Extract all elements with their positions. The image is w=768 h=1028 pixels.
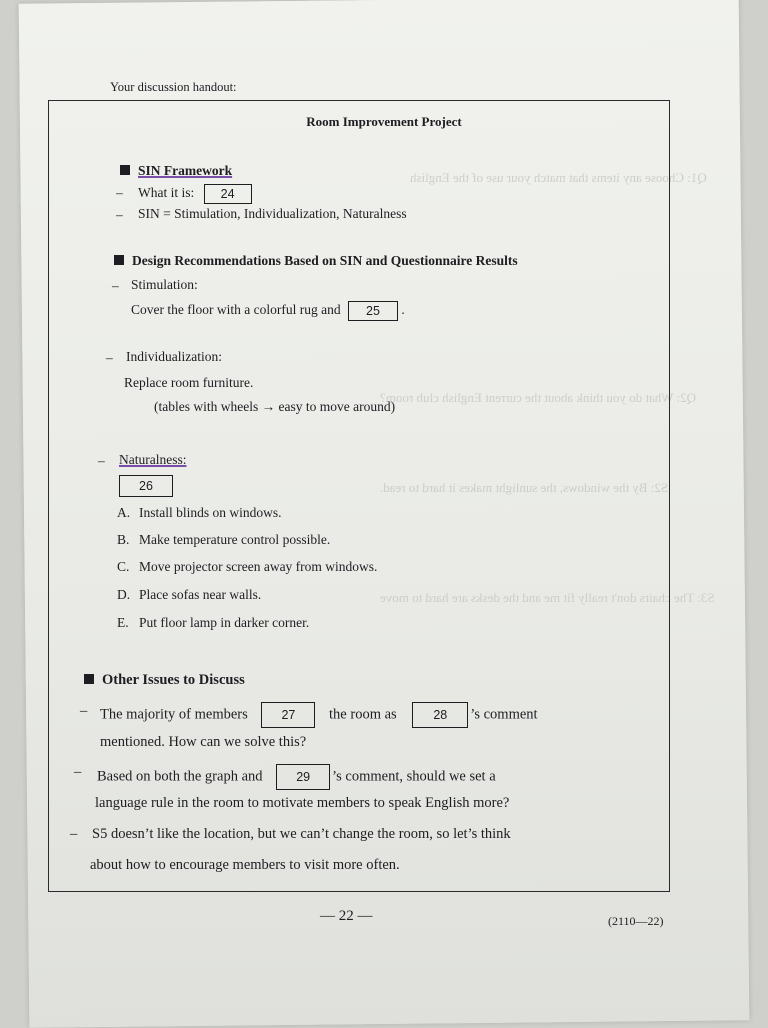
individualization-label: Individualization: <box>126 349 222 364</box>
individualization-note: (tables with wheels → easy to move around) <box>154 399 396 414</box>
option-item: B. Make temperature control possible. <box>117 532 331 547</box>
square-bullet-icon <box>114 255 124 265</box>
issue-3-line-1: S5 doesn’t like the location, but we can’t change the room, so let’s think <box>92 826 511 842</box>
sin-heading: SIN Framework <box>120 163 232 179</box>
sin-what-line: What it is: 24 <box>138 184 252 204</box>
individualization-text: Replace room furniture. <box>124 375 254 390</box>
dash-bullet: – <box>106 350 113 365</box>
option-item: E. Put floor lamp in darker corner. <box>117 615 310 630</box>
handout-label: Your discussion handout: <box>110 80 237 94</box>
dash-bullet: – <box>70 826 78 842</box>
dash-bullet: – <box>116 207 123 222</box>
answer-box-24: 24 <box>204 184 252 204</box>
issue-2-line-1: Based on both the graph and 29 ’s comment, should we set a <box>97 764 496 790</box>
issue-1-line-2: mentioned. How can we solve this? <box>100 734 307 750</box>
dash-bullet: – <box>80 703 88 719</box>
dash-bullet: – <box>112 278 119 293</box>
handout-title: Room Improvement Project <box>306 114 462 129</box>
answer-box-25: 25 <box>348 301 398 321</box>
bleed-through-text: S3: The chairs don't really fit me and the desks are hard to move <box>380 590 715 605</box>
bleed-through-text: Q2: What do you think about the current English club room? <box>380 390 697 405</box>
naturalness-label: Naturalness: <box>119 452 187 467</box>
dash-bullet: – <box>116 185 123 200</box>
answer-box-29: 29 <box>276 764 330 790</box>
option-item: C. Move projector screen away from windows. <box>117 559 378 574</box>
bleed-through-text: S2: By the windows, the sunlight makes it hard to read. <box>380 480 669 495</box>
issue-3-line-2: about how to encourage members to visit more often. <box>90 857 400 873</box>
dash-bullet: – <box>98 453 105 468</box>
bleed-through-text: Q1: Choose any items that match your use of the English <box>410 170 707 185</box>
dash-bullet: – <box>74 764 82 780</box>
page-number: — 22 — <box>320 908 373 924</box>
stimulation-label: Stimulation: <box>131 277 198 292</box>
square-bullet-icon <box>84 674 94 684</box>
square-bullet-icon <box>120 165 130 175</box>
option-item: A. Install blinds on windows. <box>117 505 282 520</box>
other-issues-heading: Other Issues to Discuss <box>84 672 245 689</box>
answer-box-27: 27 <box>261 702 315 728</box>
sin-definition: SIN = Stimulation, Individualization, Naturalness <box>138 206 407 221</box>
page-code: (2110—22) <box>608 914 664 928</box>
answer-box-28: 28 <box>412 702 468 728</box>
stimulation-text: Cover the floor with a colorful rug and 25 . <box>131 301 405 321</box>
issue-2-line-2: language rule in the room to motivate members to speak English more? <box>95 795 510 811</box>
option-item: D. Place sofas near walls. <box>117 587 262 602</box>
answer-box-26: 26 <box>119 475 173 497</box>
issue-1-line-1: The majority of members 27 the room as 28 ’s comment <box>100 702 538 728</box>
naturalness-box-row <box>119 475 173 497</box>
design-heading: Design Recommendations Based on SIN and Questionnaire Results <box>114 253 518 269</box>
